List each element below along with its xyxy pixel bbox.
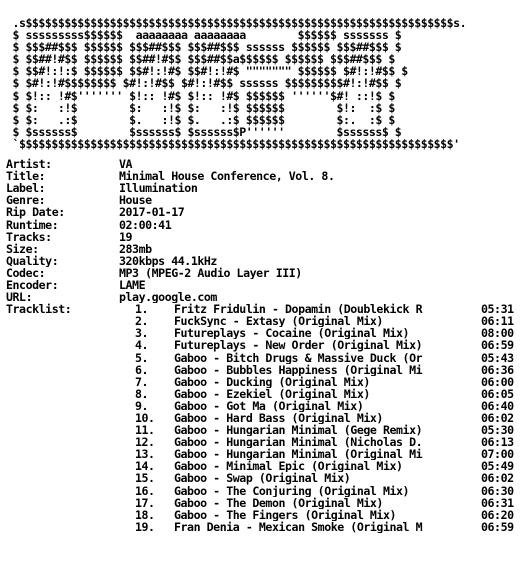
info-key: Rip Date: [6,206,65,219]
track-number: 13. [135,448,155,461]
track-title: Gaboo - Hungarian Minimal (Nicholas D. [174,436,423,449]
track-title: Gaboo - Got Ma (Original Mix) [174,399,364,412]
track-title: Gaboo - Bubbles Happiness (Original Mi [174,363,423,376]
track-duration: 06:11 [481,315,514,328]
track-title: Fran Denia - Mexican Smoke (Original M [174,520,423,533]
track-row [6,448,526,460]
info-value: 19 [119,230,133,243]
track-number: 19. [135,520,155,533]
track-number: 7. [135,375,149,388]
info-value: VA [119,158,133,171]
ascii-art-logo [6,17,526,150]
info-row [6,291,526,303]
track-duration: 06:31 [481,496,514,509]
track-duration: 06:02 [481,472,514,485]
info-key: Quality: [6,254,59,267]
track-row [6,460,526,472]
info-row [6,243,526,255]
info-value: 320kbps 44.1kHz [119,254,217,267]
track-number: 9. [135,399,149,412]
track-row [6,400,526,412]
track-title: Gaboo - Bitch Drugs & Massive Duck (Or [174,351,423,364]
track-row [6,412,526,424]
ascii-art-line: $ $$#!:!:$ $$$$$$ $$#!:!#$ $$#!:!#$ """"""" $$$$$$ $#!:!#$$ $ [6,65,408,78]
info-value: LAME [119,278,146,292]
info-row [6,231,526,243]
track-title: Gaboo - Ezekiel (Original Mix) [174,387,370,400]
track-number: 10. [135,412,155,425]
track-row [6,352,526,364]
track-duration: 06:13 [481,436,514,449]
info-key: Artist: [6,158,52,171]
track-duration: 06:00 [481,375,514,388]
track-title: Fritz Fridulin - Dopamin (Doublekick R [174,303,423,316]
info-row [6,219,526,231]
track-row [6,376,526,388]
info-row [6,194,526,206]
ascii-art-line: $ $ssssss$ $ssssss$ $ssssss$P'''''' $ssssss$ $ [6,125,402,138]
info-key: Title: [6,170,46,183]
track-duration: 08:00 [481,327,514,340]
track-duration: 06:59 [481,520,514,533]
track-number: 16. [135,484,155,497]
track-duration: 05:43 [481,351,514,364]
ascii-art-line: $ $: :!$ $: :!$ $: :!$ $$$$$$ $!: :$ $ [6,101,395,114]
track-number: 1. [135,303,149,316]
info-row [6,267,526,279]
track-row [6,509,526,521]
track-row [6,388,526,400]
info-key: URL: [6,291,33,304]
track-row [6,424,526,436]
track-title: Gaboo - Hungarian Minimal (Gege Remix) [174,424,423,437]
ascii-art-line: $ $$$##$$$ $$$$$$ $$$##$$$ $$$##$$$ ssssss $$$$$$ $$$##$$$ $ [6,41,402,54]
release-info [6,158,526,303]
track-number: 12. [135,436,155,449]
info-key: Runtime: [6,218,59,231]
ascii-art-line: $ $$##!#$$ $$$$$$ $$##!#$$ $$$##$$a$$$$$$ $$$$$$ $$$##$$$ $ [6,53,395,66]
track-duration: 06:02 [481,412,514,425]
info-row [6,158,526,170]
info-value: MP3 (MPEG-2 Audio Layer III) [119,266,302,279]
tracklist-label: Tracklist: [6,303,72,316]
track-title: Gaboo - Swap (Original Mix) [174,472,351,485]
track-duration: 06:36 [481,363,514,376]
info-value: play.google.com [119,291,217,304]
info-key: Tracks: [6,230,52,243]
info-key: Codec: [6,266,46,279]
info-key: Size: [6,242,39,255]
track-duration: 06:40 [481,399,514,412]
track-number: 2. [135,315,149,328]
track-row [6,364,526,376]
track-duration: 07:00 [481,448,514,461]
track-duration: 06:30 [481,484,514,497]
track-duration: 06:59 [481,339,514,352]
track-number: 5. [135,351,149,364]
track-title: Gaboo - The Fingers (Original Mix) [174,508,397,521]
track-row [6,521,526,533]
track-row [6,339,526,351]
track-row [6,327,526,339]
track-title: Gaboo - Minimal Epic (Original Mix) [174,460,403,473]
ascii-art-line: $ $!:: !#$''''''' $!:: !#$ $!:: !#$ $$$$$$ ''''''$#! ::!$ $ [6,89,395,102]
track-title: Futureplays - New Order (Original Mix) [174,339,423,352]
ascii-art-line: $ sssssssss$$$$$$ aaaaaaaa aaaaaaaa $$$$$$ sssssss $ [6,29,402,42]
track-number: 11. [135,424,155,437]
track-number: 15. [135,472,155,485]
track-row [6,485,526,497]
track-row [6,303,526,315]
track-title: Futureplays - Cocaine (Original Mix) [174,327,410,340]
track-duration: 06:20 [481,508,514,521]
track-row [6,497,526,509]
track-title: Gaboo - The Conjuring (Original Mix) [174,484,410,497]
track-duration: 05:31 [481,303,514,316]
ascii-art-line: $ $#!:!#$$$$$$$$ $#!:!#$$ $#!:!#$$ ssssss $$$$$$$$$#!:!#$$ $ [6,77,402,90]
track-title: Gaboo - The Demon (Original Mix) [174,496,383,509]
track-number: 18. [135,508,155,521]
info-value: Minimal House Conference, Vol. 8. [119,170,335,183]
ascii-art-line: .s$$$$$$$$$$$$$$$$$$$$$$$$$$$$$$$$$$$$$$$$$$$$$$$$$$$$$$$$$$$$$$$$$$s. [6,17,467,30]
info-row [6,206,526,218]
track-row [6,315,526,327]
track-number: 3. [135,327,149,340]
info-key: Encoder: [6,278,59,292]
nfo-document [6,17,526,533]
track-duration: 05:30 [481,424,514,437]
info-value: 02:00:41 [119,218,172,231]
info-value: House [119,194,152,207]
ascii-art-line: `$$$$$$$$$$$$$$$$$$$$$$$$$$$$$$$$$$$$$$$$$$$$$$$$$$$$$$$$$$$$$$$$$$$' [6,137,460,151]
info-key: Label: [6,182,46,195]
track-title: Gaboo - Hungarian Minimal (Original Mi [174,448,423,461]
track-number: 14. [135,460,155,473]
track-row [6,472,526,484]
track-title: FuckSync - Extasy (Original Mix) [174,315,383,328]
track-number: 6. [135,363,149,376]
track-number: 17. [135,496,155,509]
ascii-art-line: $ $: .:$ $. :!$ $. .:$ $$$$$$ $:. :$ $ [6,113,395,126]
info-row [6,279,526,291]
track-title: Gaboo - Ducking (Original Mix) [174,375,370,388]
info-value: 283mb [119,242,152,255]
track-duration: 06:05 [481,387,514,400]
track-title: Gaboo - Hard Bass (Original Mix) [174,412,383,425]
info-value: Illumination [119,182,198,195]
info-row [6,182,526,194]
track-number: 4. [135,339,149,352]
track-number: 8. [135,387,149,400]
tracklist [6,303,526,533]
track-duration: 05:49 [481,460,514,473]
info-row [6,170,526,182]
track-row [6,436,526,448]
info-key: Genre: [6,194,46,207]
info-row [6,255,526,267]
info-value: 2017-01-17 [119,206,185,219]
